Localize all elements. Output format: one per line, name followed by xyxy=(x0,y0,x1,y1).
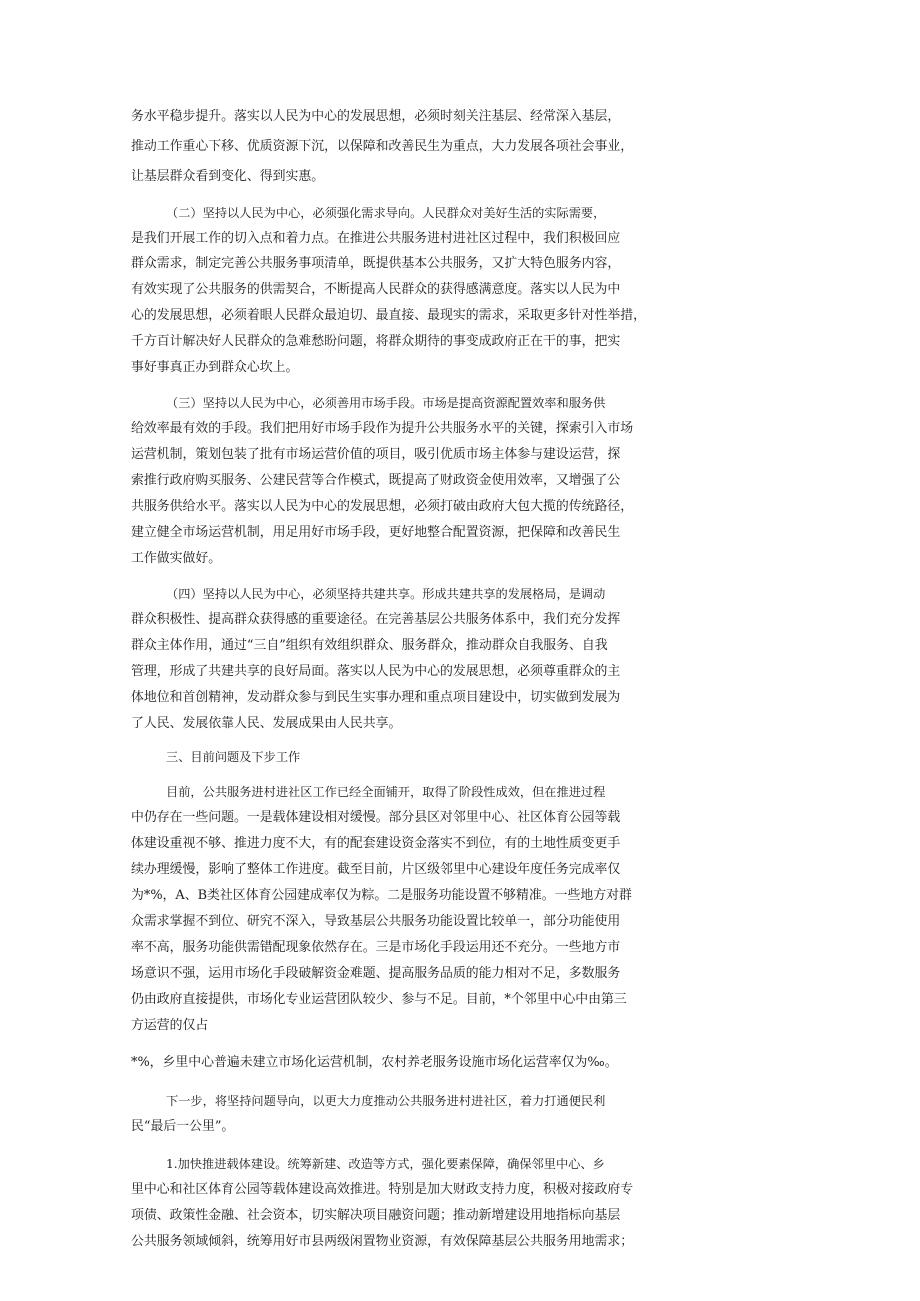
text-line: （二）坚持以人民为中心，必须强化需求导向。人民群众对美好生活的实际需要， xyxy=(166,206,606,220)
text-line: （三）坚持以人民为中心，必须善用市场手段。市场是提高资源配置效率和服务供 xyxy=(166,396,606,410)
text-line: 有效实现了公共服务的供需契合，不断提高人民群众的获得感满意度。落实以人民为中 xyxy=(131,282,621,297)
section-heading: 三、目前问题及下步工作 xyxy=(166,750,301,764)
text-line: 中仍存在一些问题。一是载体建设相对缓慢。部分县区对邻里中心、社区体育公园等载 xyxy=(131,810,621,825)
text-line: 群众主体作用，通过“三自”组织有效组织群众、服务群众，推动群众自我服务、自我 xyxy=(131,638,608,653)
text-line: 推动工作重心下移、优质资源下沉，以保障和改善民生为重点，大力发展各项社会事业， xyxy=(131,139,634,154)
text-line: 率不高，服务功能供需错配现象依然存在。三是市场化手段运用还不充分。一些地方市 xyxy=(131,940,621,955)
text-line: 索推行政府购买服务、公建民营等合作模式，既提高了财政资金使用效率，又增强了公 xyxy=(131,473,621,488)
text-line: *%，乡里中心普遍未建立市场化运营机制，农村养老服务设施市场化运营率仅为‰。 xyxy=(131,1055,618,1070)
text-line: 让基层群众看到变化、得到实惠。 xyxy=(131,169,325,184)
text-line: 民“最后一公里”。 xyxy=(131,1119,235,1134)
text-line: 了人民、发展依靠人民、发展成果由人民共享。 xyxy=(131,716,402,731)
text-line: 目前，公共服务进村进社区工作已经全面铺开，取得了阶段性成效，但在推进过程 xyxy=(166,785,606,799)
text-line: 下一步，将坚持问题导向，以更大力度推动公共服务进村进社区，着力打通便民利 xyxy=(166,1094,606,1108)
list-item: 1.加快推进载体建设。统筹新建、改造等方式，强化要素保障，确保邻里中心、乡 xyxy=(166,1157,605,1171)
text-line: 体建设重视不够、推进力度不大，有的配套建设资金落实不到位，有的土地性质变更手 xyxy=(131,836,621,851)
text-line: 方运营的仅占 xyxy=(131,1018,209,1033)
text-line: 体地位和首创精神，发动群众参与到民生实事办理和重点项目建设中，切实做到发展为 xyxy=(131,690,621,705)
text-line: 里中心和社区体育公园等载体建设高效推进。特别是加大财政支持力度，积极对接政府专 xyxy=(131,1182,634,1197)
text-line: 事好事真正办到群众心坎上。 xyxy=(131,360,299,375)
text-line: 心的发展思想，必须着眼人民群众最迫切、最直接、最现实的需求，采取更多针对性举措， xyxy=(131,308,647,323)
text-line: 共服务供给水平。落实以人民为中心的发展思想，必须打破由政府大包大揽的传统路径， xyxy=(131,499,634,514)
text-line: 众需求掌握不到位、研究不深入，导致基层公共服务功能设置比较单一，部分功能使用 xyxy=(131,914,621,929)
text-line: 项债、政策性金融、社会资本，切实解决项目融资问题；推动新增建设用地指标向基层 xyxy=(131,1208,621,1223)
text-line: 运营机制，策划包装了批有市场运营价值的项目，吸引优质市场主体参与建设运营，探 xyxy=(131,447,621,462)
text-line: 场意识不强，运用市场化手段破解资金难题、提高服务品质的能力相对不足，多数服务 xyxy=(131,966,621,981)
text-line: 群众积极性、提高群众获得感的重要途径。在完善基层公共服务体系中，我们充分发挥 xyxy=(131,612,621,627)
text-line: 工作做实做好。 xyxy=(131,551,222,566)
text-line: 务水平稳步提升。落实以人民为中心的发展思想，必须时刻关注基层、经常深入基层， xyxy=(131,109,621,124)
text-line: 管理，形成了共建共享的良好局面。落实以人民为中心的发展思想，必须尊重群众的主 xyxy=(131,664,621,679)
text-line: 群众需求，制定完善公共服务事项清单，既提供基本公共服务，又扩大特色服务内容， xyxy=(131,256,621,271)
text-line: 千方百计解决好人民群众的急难愁盼问题，将群众期待的事变成政府正在干的事，把实 xyxy=(131,334,621,349)
text-line: 仍由政府直接提供，市场化专业运营团队较少、参与不足。目前，*个邻里中心中由第三 xyxy=(131,992,627,1007)
text-line: （四）坚持以人民为中心，必须坚持共建共享。形成共建共享的发展格局，是调动 xyxy=(166,587,606,601)
text-line: 续办理缓慢，影响了整体工作进度。截至目前，片区级邻里中心建设年度任务完成率仅 xyxy=(131,862,621,877)
text-line: 给效率最有效的手段。我们把用好市场手段作为提升公共服务水平的关键，探索引入市场 xyxy=(131,421,634,436)
text-line: 为*%，A、B类社区体育公园建成率仅为粽。二是服务功能设置不够精准。一些地方对群 xyxy=(131,888,632,903)
text-line: 是我们开展工作的切入点和着力点。在推进公共服务进村进社区过程中，我们积极回应 xyxy=(131,231,621,246)
text-line: 公共服务领域倾斜，统筹用好市县两级闲置物业资源，有效保障基层公共服务用地需求； xyxy=(131,1234,634,1249)
text-line: 建立健全市场运营机制，用足用好市场手段，更好地整合配置资源，把保障和改善民生 xyxy=(131,525,621,540)
